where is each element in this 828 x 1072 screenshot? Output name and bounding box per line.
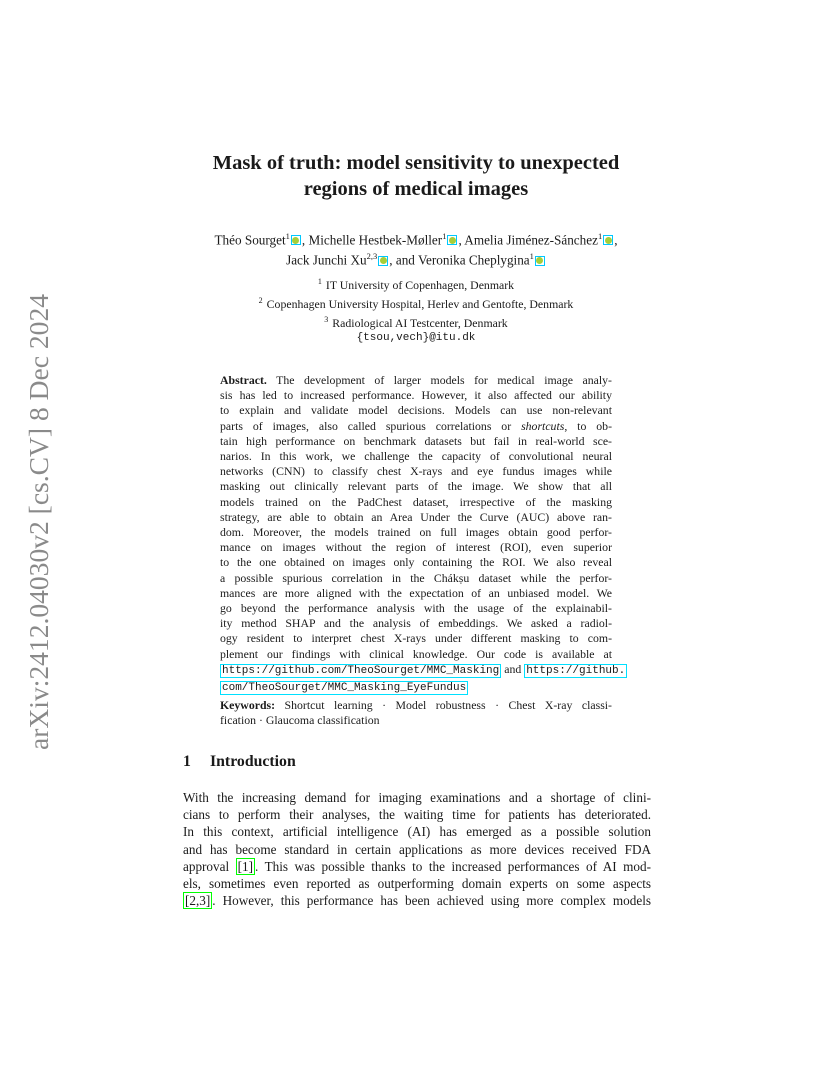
- section-title: Introduction: [210, 753, 296, 770]
- orcid-icon[interactable]: [603, 235, 613, 245]
- body-line: [2,3] . However, this performance has been achieved using more complex models: [185, 893, 651, 909]
- abstract-line: [220, 679, 612, 696]
- section-heading: [183, 753, 296, 771]
- affiliation-3: $^3$ Radiological AI Testcenter, Denmark: [324, 314, 508, 330]
- author-name: Jack Junchi Xu: [286, 252, 367, 268]
- paper-title: [150, 150, 682, 202]
- code-link-eyefundus[interactable]: https://github.: [526, 664, 626, 677]
- author-name: Théo Sourget: [214, 232, 286, 248]
- affiliation-2: $^2$ Copenhagen University Hospital, Herlev and Gentofte, Denmark: [258, 295, 574, 311]
- abstract-line: https://github.com/TheoSourget/MMC_Masking and https://github.: [222, 661, 626, 677]
- abstract-line: dom. Moreover, the models trained on full images obtain good perfor-: [220, 525, 612, 540]
- body-line: approval [1] . This was possible thanks to the increased performances of AI mod-: [183, 858, 652, 874]
- author-affil-sup: 1: [442, 231, 447, 241]
- arxiv-identifier-stamp: [18, 292, 58, 752]
- citation-link[interactable]: [1]: [237, 858, 254, 874]
- abstract-line: plement our findings with clinical knowledge. Our code is available at: [220, 646, 612, 661]
- author-separator: ,: [614, 232, 618, 248]
- body-line: and has become standard in certain applications as more devices received FDA: [183, 841, 651, 857]
- author-name: , and Veronika Cheplygina: [389, 252, 530, 268]
- abstract-line: parts of images, also called spurious correlations or shortcuts, to ob-: [220, 418, 612, 433]
- orcid-icon[interactable]: [447, 235, 457, 245]
- author-affil-sup: 1: [597, 231, 603, 241]
- abstract-line: masking out clinically relevant parts of the image. We show that all: [220, 479, 612, 494]
- orcid-icon[interactable]: [378, 256, 388, 266]
- abstract-line: networks (CNN) to classify chest X-rays and eye fundus images while: [220, 464, 612, 479]
- abstract-line: ogy resident to interpret chest X-rays under different masking to com-: [220, 631, 612, 646]
- abstract: [220, 373, 626, 696]
- abstract-line: ity method SHAP and the analysis of embeddings. We asked a radiol-: [220, 616, 612, 631]
- abstract-line: to the one obtained on images only containing the ROI. We also reveal: [220, 555, 612, 570]
- abstract-line: narios. In this work, we challenge the capacity of convolutional neural: [220, 449, 612, 464]
- body-line: With the increasing demand for imaging examinations and a shortage of clini-: [183, 790, 651, 805]
- body-line: cians to perform their analyses, the waiting time for patients has deteriorated.: [183, 807, 651, 823]
- code-link-masking[interactable]: https://github.com/TheoSourget/MMC_Masking: [222, 664, 500, 677]
- keywords-line: Keywords: Shortcut learning · Model robustness · Chest X-ray classi-: [220, 698, 612, 712]
- section-number: 1: [183, 753, 191, 770]
- abstract-line: models trained on the PadChest dataset, irrespective of the masking: [220, 494, 612, 509]
- author-list: [150, 228, 682, 269]
- title-line-1: Mask of truth: model sensitivity to unexpected: [212, 152, 620, 174]
- author-affil-sup: 1: [285, 231, 290, 241]
- author-line-2: [150, 248, 682, 268]
- abstract-line: to explain and validate model decisions. Models can use non-relevant: [220, 403, 612, 418]
- abstract-line: mance on images without the region of interest (ROI), even superior: [220, 540, 612, 555]
- author-affil-sup: 1: [529, 251, 534, 262]
- abstract-line: mances are more aligned with the expectation of an unbiased model. We: [220, 585, 612, 600]
- title-line-2: regions of medical images: [303, 178, 529, 200]
- abstract-label: Abstract.: [220, 373, 267, 387]
- affiliations: [150, 274, 682, 346]
- body-line: In this context, artificial intelligence (AI) has emerged as a possible solution: [183, 824, 651, 840]
- body-line: els, sometimes even reported as outperforming domain experts on some aspects: [183, 876, 651, 892]
- abstract-line: strategy, are able to obtain an Area Under the Curve (AUC) above ran-: [220, 509, 612, 524]
- code-link-eyefundus-cont[interactable]: com/TheoSourget/MMC_Masking_EyeFundus: [222, 682, 467, 695]
- abstract-line: Abstract. The development of larger models for medical image analy-: [220, 373, 612, 387]
- citation-link[interactable]: [2,3]: [185, 893, 211, 909]
- introduction-paragraph: [183, 789, 651, 909]
- affiliation-1: $^1$ IT University of Copenhagen, Denmark: [317, 277, 515, 292]
- orcid-icon[interactable]: [291, 235, 301, 245]
- abstract-line: sis has led to increased performance. However, it also affected our ability: [220, 388, 612, 403]
- keywords: [220, 698, 612, 728]
- keywords-label: Keywords:: [220, 698, 276, 712]
- arxiv-stamp-text: arXiv:2412.04030v2 [cs.CV] 8 Dec 2024: [24, 303, 54, 750]
- author-affil-sup: 2,3: [366, 251, 378, 262]
- contact-email: {tsou,vech}@itu.dk: [356, 331, 476, 344]
- author-name: , Amelia Jiménez-Sánchez: [458, 232, 598, 248]
- orcid-icon[interactable]: [535, 256, 545, 266]
- author-line-1: [150, 228, 682, 248]
- keywords-line: fication · Glaucoma classification: [220, 713, 380, 728]
- abstract-line: go beyond the performance analysis with the usage of the explainabil-: [220, 601, 612, 616]
- author-name: , Michelle Hestbek-Møller: [301, 232, 443, 248]
- abstract-line: tain high performance on benchmark datasets but fail in real-world sce-: [220, 433, 612, 448]
- abstract-line: a possible spurious correlation in the Chákṣu dataset while the perfor-: [220, 570, 612, 585]
